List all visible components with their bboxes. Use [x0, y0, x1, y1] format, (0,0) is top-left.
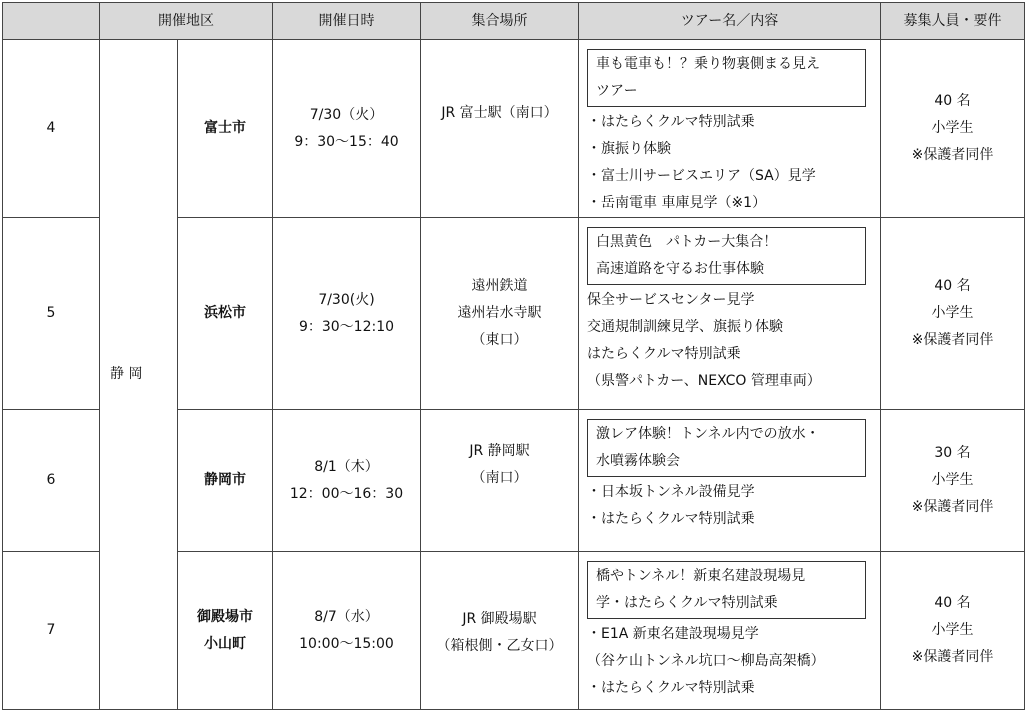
row-number: 5	[3, 218, 100, 410]
city-name: 浜松市	[204, 305, 246, 321]
time-text: 9：30～12:10	[298, 318, 395, 335]
tour-title-line: 水噴霧体験会	[596, 453, 680, 469]
time-text: 9：30～15：40	[294, 133, 399, 150]
header-tour: ツアー名／内容	[579, 3, 881, 40]
date-cell	[273, 410, 421, 552]
date-text: 8/7（水）	[314, 608, 379, 625]
time-text: 10:00～15:00	[299, 635, 394, 652]
recruit-cell	[881, 218, 1025, 410]
row-number: 6	[3, 410, 100, 552]
city-name: 御殿場市	[197, 608, 253, 625]
tour-content-line: 保全サービスセンター見学	[587, 292, 755, 308]
header-recruit: 募集人員・要件	[881, 3, 1025, 40]
date-cell	[273, 40, 421, 218]
prefecture-cell: 静 岡	[100, 40, 178, 710]
tour-content-line: ・岳南電車 車庫見学（※1）	[587, 195, 767, 211]
city-name: 小山町	[204, 635, 246, 652]
meeting-text: （東口）	[471, 332, 528, 348]
recruit-note: ※保護者同伴	[911, 332, 994, 348]
recruit-note: ※保護者同伴	[911, 147, 994, 163]
table-row	[3, 40, 1025, 218]
city-cell	[178, 410, 273, 552]
tour-content-line: ・E1A 新東名建設現場見学	[587, 626, 759, 642]
date-cell	[273, 218, 421, 410]
recruit-note: ※保護者同伴	[911, 649, 994, 665]
tour-cell	[579, 552, 881, 710]
recruit-count: 40 名	[934, 93, 971, 109]
city-name: 静岡市	[204, 472, 246, 488]
city-name: 富士市	[204, 120, 246, 136]
tour-cell	[579, 40, 881, 218]
tour-content-line: ・日本坂トンネル設備見学	[587, 484, 755, 500]
header-area: 開催地区	[100, 3, 273, 40]
tour-title-line: 白黒黄色 パトカー大集合！	[596, 234, 778, 250]
recruit-target: 小学生	[931, 622, 974, 638]
tour-title-box	[587, 419, 866, 477]
recruit-count: 40 名	[934, 595, 971, 611]
date-text: 7/30（火）	[309, 106, 384, 123]
tour-content-line: はたらくクルマ特別試乗	[587, 346, 741, 362]
meeting-cell	[421, 218, 579, 410]
tour-title-box	[587, 49, 866, 107]
city-cell	[178, 40, 273, 218]
tour-content-line: ・富士川サービスエリア（SA）見学	[587, 168, 816, 184]
meeting-text: 遠州岩水寺駅	[457, 305, 542, 321]
tour-content-line: （谷ケ山トンネル坑口～柳島高架橋）	[587, 653, 825, 669]
tour-title-box	[587, 561, 866, 619]
header-row	[3, 3, 1025, 40]
date-cell	[273, 552, 421, 710]
tour-content-line: （県警パトカー、NEXCO 管理車両）	[587, 373, 821, 389]
header-datetime: 開催日時	[273, 3, 421, 40]
meeting-cell	[421, 552, 579, 710]
recruit-cell	[881, 410, 1025, 552]
time-text: 12：00～16：30	[289, 485, 404, 502]
recruit-cell	[881, 40, 1025, 218]
tour-title-line: 橋やトンネル！新東名建設現場見	[596, 568, 806, 584]
header-no	[3, 3, 100, 40]
recruit-count: 30 名	[934, 445, 971, 461]
tour-title-line: 高速道路を守るお仕事体験	[596, 261, 764, 277]
city-cell	[178, 552, 273, 710]
tour-cell	[579, 410, 881, 552]
date-text: 7/30(火)	[318, 291, 375, 308]
meeting-text: （南口）	[471, 470, 528, 486]
tour-title-line: 激レア体験！トンネル内での放水・	[596, 426, 820, 442]
recruit-target: 小学生	[931, 305, 974, 321]
recruit-count: 40 名	[934, 278, 971, 294]
tour-schedule-table	[2, 2, 1025, 710]
tour-title-line: 学・はたらくクルマ特別試乗	[596, 595, 778, 611]
recruit-cell	[881, 552, 1025, 710]
header-meeting: 集合場所	[421, 3, 579, 40]
tour-title-line: 車も電車も！？乗り物裏側まる見え	[596, 56, 820, 72]
meeting-text: JR 御殿場駅	[462, 611, 537, 627]
tour-cell	[579, 218, 881, 410]
recruit-target: 小学生	[931, 472, 974, 488]
row-number: 4	[3, 40, 100, 218]
tour-title-box	[587, 227, 866, 285]
tour-content-line: ・はたらくクルマ特別試乗	[587, 114, 755, 130]
tour-content-line: ・はたらくクルマ特別試乗	[587, 680, 755, 696]
recruit-note: ※保護者同伴	[911, 499, 994, 515]
meeting-text: JR 静岡駅	[469, 443, 530, 459]
meeting-cell	[421, 40, 579, 218]
recruit-target: 小学生	[931, 120, 974, 136]
row-number: 7	[3, 552, 100, 710]
date-text: 8/1（木）	[314, 458, 379, 475]
tour-content-line: ・旗振り体験	[587, 141, 671, 157]
tour-content-line: ・はたらくクルマ特別試乗	[587, 511, 755, 527]
tour-content-line: 交通規制訓練見学、旗振り体験	[587, 319, 783, 335]
meeting-text: （箱根側・乙女口）	[436, 638, 563, 654]
meeting-text: 遠州鉄道	[471, 278, 528, 294]
meeting-cell	[421, 410, 579, 552]
tour-title-line: ツアー	[596, 83, 638, 99]
meeting-text: JR 富士駅（南口）	[441, 105, 558, 121]
city-cell	[178, 218, 273, 410]
